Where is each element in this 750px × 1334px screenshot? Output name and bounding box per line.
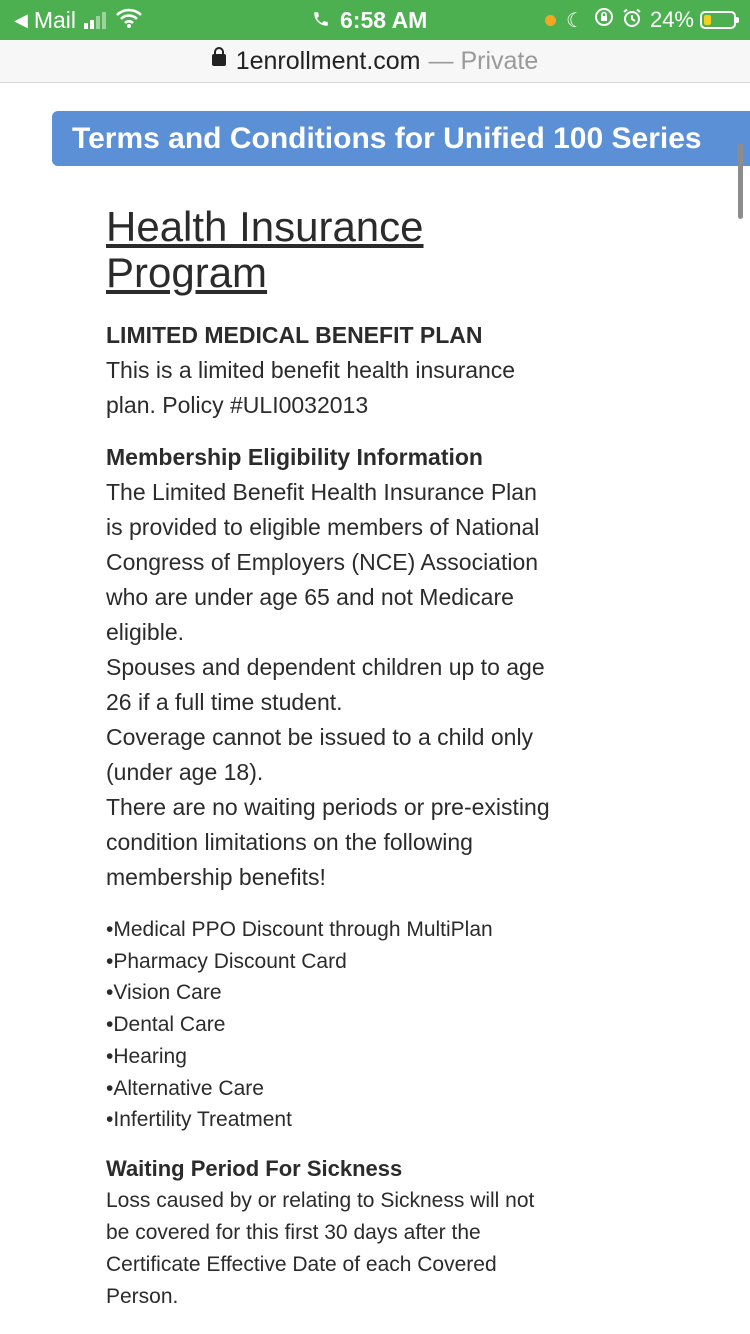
benefit-item: • Pharmacy Discount Card [106, 946, 556, 978]
eligibility-heading: Membership Eligibility Information [106, 444, 483, 470]
benefit-item: • Alternative Care [106, 1073, 556, 1105]
page-title-line2: Program [106, 249, 268, 296]
plan-text: This is a limited benefit health insurance plan. Policy #ULI0032013 [106, 357, 516, 418]
benefit-item: • Hearing [106, 1041, 556, 1073]
cellular-signal-icon [84, 11, 108, 29]
back-arrow-icon: ◀ [14, 9, 28, 30]
plan-heading: LIMITED MEDICAL BENEFIT PLAN [106, 322, 483, 348]
url-domain: 1enrollment.com [235, 46, 421, 75]
status-time [312, 7, 427, 33]
terms-banner: Terms and Conditions for Unified 100 Series [52, 111, 750, 166]
status-right [545, 7, 736, 33]
battery-fill [704, 15, 711, 25]
page-title [106, 204, 556, 296]
orange-dot-indicator [545, 15, 556, 26]
benefit-item: • Vision Care [106, 977, 556, 1009]
waiting-period-heading: Waiting Period For Sickness [106, 1155, 403, 1181]
battery-percent: 24% [649, 7, 694, 32]
waiting-period-text: Loss caused by or relating to Sickness will not be covered for this first 30 days after the Certificate Effective Date of each Covered Person. [106, 1188, 535, 1308]
eligibility-paragraph: Coverage cannot be issued to a child only (under age 18). [106, 724, 534, 785]
alarm-icon [622, 8, 642, 33]
moon-icon: ☾ [566, 9, 584, 32]
private-mode-label: — Private [428, 46, 539, 75]
rotation-lock-icon [594, 7, 614, 33]
time-label: 6:58 AM [340, 6, 428, 33]
scrollbar[interactable] [738, 143, 743, 219]
battery-icon [700, 11, 736, 29]
phone-call-icon [312, 7, 330, 34]
battery-nub [736, 17, 739, 23]
address-bar[interactable] [0, 40, 750, 83]
wifi-icon [116, 7, 142, 34]
benefits-list [106, 914, 556, 1136]
status-bar [0, 0, 750, 40]
back-to-app[interactable] [14, 7, 142, 33]
page-title-line1: Health Insurance [106, 203, 424, 250]
back-app-label: Mail [33, 6, 77, 33]
eligibility-paragraph: Spouses and dependent children up to age 26 if a full time student. [106, 654, 545, 715]
lock-icon [212, 54, 226, 72]
benefit-item: • Infertility Treatment [106, 1104, 556, 1136]
terms-content [106, 204, 556, 1313]
benefit-item: • Dental Care [106, 1009, 556, 1041]
benefit-item: • Medical PPO Discount through MultiPlan [106, 914, 556, 946]
eligibility-paragraph: There are no waiting periods or pre-existing condition limitations on the following membership benefits! [106, 794, 550, 890]
eligibility-paragraph: The Limited Benefit Health Insurance Plan is provided to eligible members of National Congress of Employers (NCE) Association who are under age 65 and not Medicare eligible. [106, 479, 540, 645]
